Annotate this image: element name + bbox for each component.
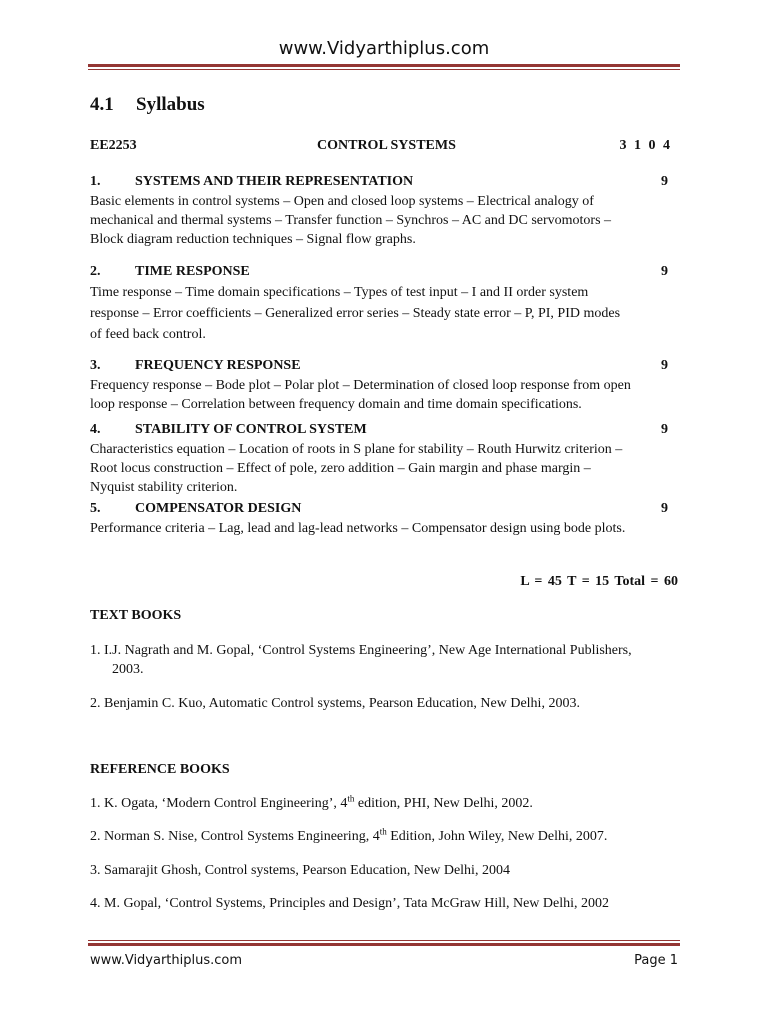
unit-hours: 9 bbox=[661, 501, 668, 516]
unit-number: 3. bbox=[90, 358, 101, 373]
unit-hours: 9 bbox=[661, 422, 668, 437]
unit-line: Frequency response – Bode plot – Polar plot – Determination of closed loop response from open bbox=[90, 378, 631, 393]
unit-title: STABILITY OF CONTROL SYSTEM bbox=[135, 422, 367, 437]
unit-1 bbox=[90, 174, 668, 249]
unit-5 bbox=[90, 501, 668, 538]
unit-3 bbox=[90, 358, 668, 414]
unit-title: COMPENSATOR DESIGN bbox=[135, 501, 302, 516]
unit-line: loop response – Correlation between frequency domain and time domain specifications. bbox=[90, 397, 582, 412]
book-text: Edition, John Wiley, New Delhi, 2007. bbox=[386, 829, 608, 844]
unit-line: response – Error coefficients – Generalized error series – Steady state error – P, PI, PID modes bbox=[90, 306, 621, 321]
book-text: 3. Samarajit Ghosh, Control systems, Pearson Education, New Delhi, 2004 bbox=[90, 863, 510, 878]
unit-number: 4. bbox=[90, 422, 101, 437]
unit-2-heading bbox=[90, 264, 668, 282]
superscript: th bbox=[379, 826, 387, 837]
book-text: edition, PHI, New Delhi, 2002. bbox=[354, 796, 533, 811]
footer-page-number: Page 1 bbox=[634, 953, 678, 968]
unit-3-heading bbox=[90, 358, 668, 376]
footer-rule-thick bbox=[88, 943, 680, 946]
header-rule-thick bbox=[88, 64, 680, 67]
unit-line: Root locus construction – Effect of pole, zero addition – Gain margin and phase margin – bbox=[90, 461, 591, 476]
superscript: th bbox=[347, 793, 355, 804]
book-text: 1. K. Ogata, ‘Modern Control Engineering’, 4 bbox=[90, 796, 348, 811]
course-ltpc: 3 1 0 4 bbox=[619, 138, 670, 153]
text-book-item bbox=[90, 641, 680, 679]
unit-number: 5. bbox=[90, 501, 101, 516]
course-name: CONTROL SYSTEMS bbox=[317, 138, 456, 153]
unit-1-body bbox=[90, 192, 668, 249]
header-rule-thin bbox=[88, 69, 680, 70]
course-code: EE2253 bbox=[90, 138, 137, 153]
section-title bbox=[90, 94, 205, 116]
footer-site: www.Vidyarthiplus.com bbox=[90, 953, 243, 968]
reference-books-heading: REFERENCE BOOKS bbox=[90, 762, 230, 777]
unit-line: Nyquist stability criterion. bbox=[90, 480, 238, 495]
reference-book-item bbox=[90, 861, 680, 880]
book-text: 2. Norman S. Nise, Control Systems Engineering, 4 bbox=[90, 829, 380, 844]
unit-hours: 9 bbox=[661, 264, 668, 279]
unit-title: FREQUENCY RESPONSE bbox=[135, 358, 301, 373]
unit-title: SYSTEMS AND THEIR REPRESENTATION bbox=[135, 174, 414, 189]
unit-2 bbox=[90, 264, 668, 345]
book-line: 2. Benjamin C. Kuo, Automatic Control systems, Pearson Education, New Delhi, 2003. bbox=[90, 696, 580, 711]
unit-number: 1. bbox=[90, 174, 101, 189]
unit-number: 2. bbox=[90, 264, 101, 279]
book-text: 4. M. Gopal, ‘Control Systems, Principles and Design’, Tata McGraw Hill, New Delhi, 2002 bbox=[90, 896, 610, 911]
unit-1-heading bbox=[90, 174, 668, 192]
unit-hours: 9 bbox=[661, 174, 668, 189]
unit-line: Block diagram reduction techniques – Signal flow graphs. bbox=[90, 232, 416, 247]
unit-4 bbox=[90, 422, 668, 497]
unit-5-body bbox=[90, 519, 668, 538]
reference-book-item bbox=[90, 827, 680, 846]
book-line: 1. I.J. Nagrath and M. Gopal, ‘Control Systems Engineering’, New Age International Publishers, bbox=[90, 643, 632, 658]
text-books-heading: TEXT BOOKS bbox=[90, 608, 182, 623]
section-number: 4.1 bbox=[90, 94, 114, 115]
unit-line: Performance criteria – Lag, lead and lag-lead networks – Compensator design using bode plots. bbox=[90, 521, 626, 536]
hours-totals: L = 45 T = 15 Total = 60 bbox=[520, 574, 678, 589]
unit-2-body bbox=[90, 282, 668, 345]
section-name: Syllabus bbox=[136, 94, 205, 115]
unit-4-heading bbox=[90, 422, 668, 440]
unit-title: TIME RESPONSE bbox=[135, 264, 250, 279]
unit-line: mechanical and thermal systems – Transfer function – Synchros – AC and DC servomotors – bbox=[90, 213, 612, 228]
unit-line: Basic elements in control systems – Open and closed loop systems – Electrical analogy of bbox=[90, 194, 594, 209]
text-book-item bbox=[90, 694, 680, 713]
reference-book-item bbox=[90, 794, 680, 813]
reference-book-item bbox=[90, 894, 680, 913]
header-site-title: www.Vidyarthiplus.com bbox=[278, 38, 490, 59]
footer-rule-thin bbox=[88, 940, 680, 941]
unit-line: of feed back control. bbox=[90, 327, 206, 342]
unit-line: Time response – Time domain specifications – Types of test input – I and II order system bbox=[90, 285, 589, 300]
unit-4-body bbox=[90, 440, 668, 497]
book-line: 2003. bbox=[112, 662, 144, 677]
unit-line: Characteristics equation – Location of roots in S plane for stability – Routh Hurwitz criterion – bbox=[90, 442, 623, 457]
unit-3-body bbox=[90, 376, 668, 414]
unit-5-heading bbox=[90, 501, 668, 519]
unit-hours: 9 bbox=[661, 358, 668, 373]
